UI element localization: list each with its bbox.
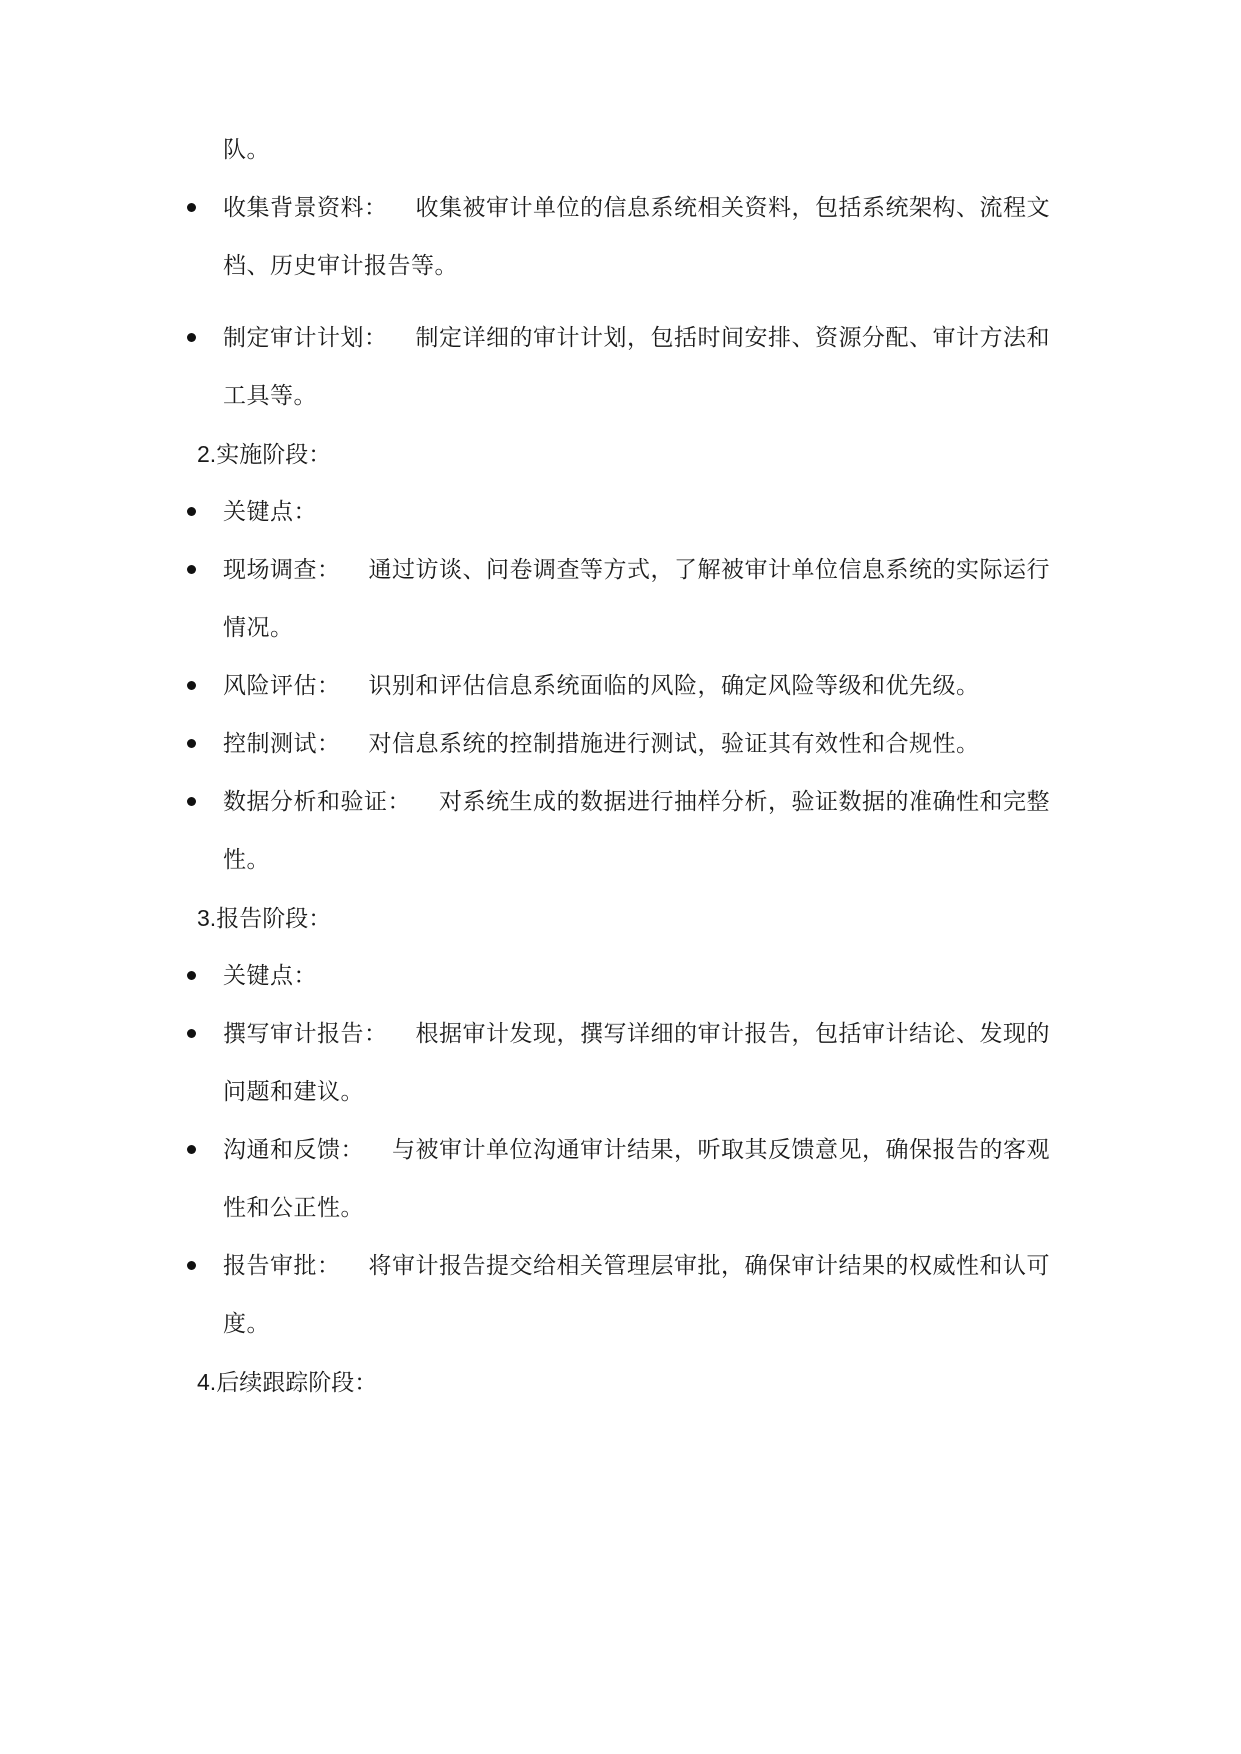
list-item (223, 554, 1050, 586)
list-item (223, 1250, 1050, 1282)
section-number: 3. (197, 905, 217, 931)
item-text-continued: 性。 (223, 847, 270, 873)
item-text-continued: 度。 (223, 1311, 270, 1337)
bullet-icon (187, 565, 196, 574)
item-text-continued: 情况。 (223, 615, 294, 641)
section-number: 4. (197, 1369, 217, 1395)
section-title: 报告阶段： (216, 906, 332, 932)
section-heading-followup (197, 1366, 377, 1399)
bullet-icon (187, 333, 196, 342)
item-label: 收集背景资料： (223, 195, 388, 221)
bullet-icon (187, 739, 196, 748)
list-item (223, 786, 1050, 818)
key-points-label: 关键点： (223, 963, 317, 989)
key-points-label: 关键点： (223, 499, 317, 525)
list-item (223, 322, 1050, 354)
item-text: 通过访谈、问卷调查等方式，了解被审计单位信息系统的实际运行 (368, 557, 1050, 583)
bullet-icon (187, 1029, 196, 1038)
bullet-icon (187, 681, 196, 690)
item-text: 收集被审计单位的信息系统相关资料，包括系统架构、流程文 (415, 195, 1050, 221)
item-label: 控制测试： (223, 731, 341, 757)
item-text: 识别和评估信息系统面临的风险，确定风险等级和优先级。 (368, 673, 980, 699)
list-item (223, 192, 1050, 224)
item-label: 风险评估： (223, 673, 341, 699)
list-item (223, 1018, 1050, 1050)
section-title: 后续跟踪阶段： (216, 1370, 378, 1396)
item-text-continued: 工具等。 (223, 383, 317, 409)
bullet-icon (187, 971, 196, 980)
continuation-text: 队。 (223, 137, 270, 163)
section-number: 2. (197, 441, 217, 467)
item-label: 制定审计计划： (223, 325, 388, 351)
item-label: 数据分析和验证： (223, 789, 411, 815)
item-label: 沟通和反馈： (223, 1137, 364, 1163)
section-title: 实施阶段： (216, 442, 332, 468)
item-text-continued: 问题和建议。 (223, 1079, 364, 1105)
item-text: 对信息系统的控制措施进行测试，验证其有效性和合规性。 (368, 731, 980, 757)
list-item (223, 1134, 1050, 1166)
item-label: 现场调查： (223, 557, 341, 583)
item-text: 将审计报告提交给相关管理层审批，确保审计结果的权威性和认可 (368, 1253, 1050, 1279)
item-text: 制定详细的审计计划，包括时间安排、资源分配、审计方法和 (415, 325, 1050, 351)
bullet-icon (187, 797, 196, 806)
bullet-icon (187, 203, 196, 212)
item-label: 撰写审计报告： (223, 1021, 388, 1047)
section-heading-report (197, 902, 331, 935)
section-heading-impl (197, 438, 331, 471)
item-text: 根据审计发现，撰写详细的审计报告，包括审计结论、发现的 (415, 1021, 1050, 1047)
item-text: 与被审计单位沟通审计结果，听取其反馈意见，确保报告的客观 (392, 1137, 1050, 1163)
bullet-icon (187, 507, 196, 516)
item-label: 报告审批： (223, 1253, 341, 1279)
item-text-continued: 性和公正性。 (223, 1195, 364, 1221)
bullet-icon (187, 1261, 196, 1270)
list-item (223, 670, 980, 702)
item-text: 对系统生成的数据进行抽样分析，验证数据的准确性和完整 (439, 789, 1050, 815)
item-text-continued: 档、历史审计报告等。 (223, 253, 458, 279)
list-item (223, 728, 980, 760)
bullet-icon (187, 1145, 196, 1154)
